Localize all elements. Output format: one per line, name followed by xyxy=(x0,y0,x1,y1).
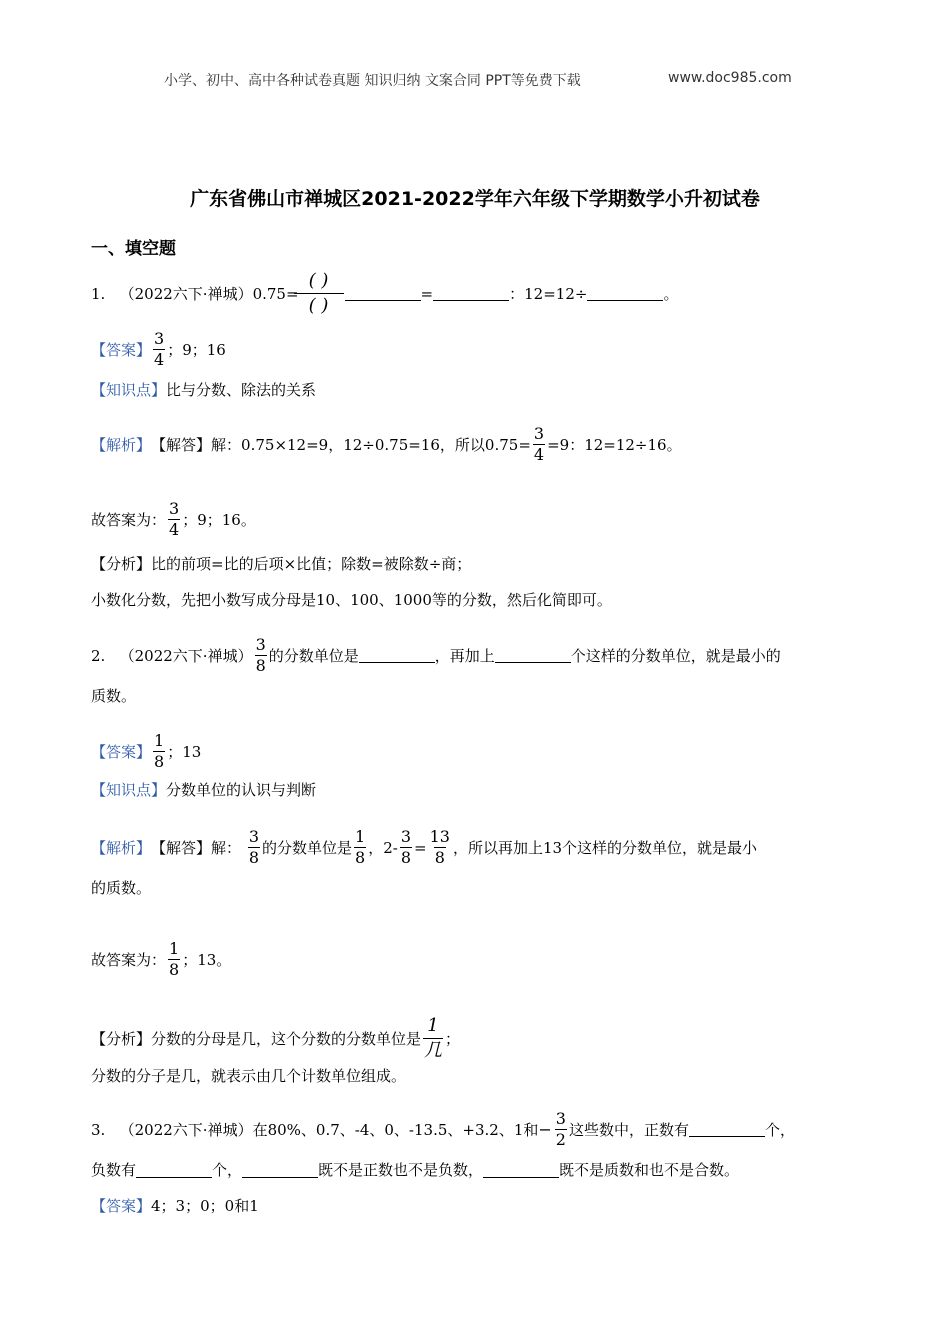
q2-sol-frac-4 xyxy=(429,828,451,867)
question-3 xyxy=(91,1110,795,1149)
q3-blank-1[interactable] xyxy=(689,1122,765,1137)
analysis-label: 【解析】 xyxy=(91,838,152,857)
q2-sol-1: 的分数单位是 xyxy=(262,838,353,857)
q1-answer-rest: ；9；16 xyxy=(167,340,226,359)
q2-sol-4: ，所以再加上13个这样的分数单位，就是最小 xyxy=(452,838,758,857)
frac-num: 3 xyxy=(169,499,180,518)
q1-blank-1[interactable] xyxy=(345,286,421,301)
frac-den: 8 xyxy=(154,752,165,771)
q2-answer xyxy=(91,732,201,771)
answer-label: 【答案】 xyxy=(91,742,152,761)
frac-num: 3 xyxy=(555,1109,566,1128)
q1-method-2: 小数化分数，先把小数写成分母是10、100、1000等的分数，然后化简即可。 xyxy=(91,591,612,609)
q1-eq: = xyxy=(420,284,434,303)
q3-text-5: 个， xyxy=(212,1161,243,1179)
frac-den: 8 xyxy=(255,656,266,675)
frac-num: 13 xyxy=(429,827,450,846)
q1-lead: 0.75= xyxy=(252,284,299,303)
frac-den: 2 xyxy=(555,1130,566,1149)
frac-num: 3 xyxy=(154,329,165,348)
q3-blank-3[interactable] xyxy=(242,1163,318,1178)
q2-method-1: 分数的分母是几，这个分数的分数单位是 xyxy=(151,1029,422,1048)
question-3-line2 xyxy=(91,1160,739,1180)
q2-sol-2: ，2- xyxy=(368,838,398,857)
q3-text-6: 既不是正数也不是负数， xyxy=(318,1161,484,1179)
q3-source: （2022六下·禅城） xyxy=(119,1120,253,1139)
frac-den: 8 xyxy=(169,960,180,979)
q1-sol-fraction xyxy=(533,425,545,464)
solve-label: 【解答】 xyxy=(151,838,212,857)
q2-sol-frac-2 xyxy=(354,828,366,867)
q1-blank-3[interactable] xyxy=(587,286,663,301)
knowledge-label: 【知识点】 xyxy=(91,781,167,799)
q3-text-4: 负数有 xyxy=(91,1161,137,1179)
q3-text-3: 个， xyxy=(764,1120,795,1139)
q2-blank-2[interactable] xyxy=(495,648,571,663)
frac-num: 3 xyxy=(400,827,412,846)
q3-neg: − xyxy=(538,1119,552,1139)
q2-sol-frac-3 xyxy=(400,828,412,867)
frac-den: 8 xyxy=(248,848,260,867)
q2-method xyxy=(91,1015,460,1062)
frac-num: 3 xyxy=(533,424,545,443)
q1-final xyxy=(91,500,256,539)
q3-fraction xyxy=(555,1110,567,1149)
q2-knowledge-text: 分数单位的认识与判断 xyxy=(166,781,317,799)
q3-answer xyxy=(91,1196,259,1216)
q1-sol-a: 0.75×12=9，12÷0.75=16，所以0.75= xyxy=(241,435,531,454)
q1-final-fraction xyxy=(168,500,180,539)
sol-prefix: 解： xyxy=(211,435,242,454)
method-label: 【分析】 xyxy=(91,555,152,573)
q2-sol-frac-1 xyxy=(248,828,260,867)
q3-number: 3. xyxy=(91,1120,106,1139)
analysis-label: 【解析】 xyxy=(91,435,152,454)
header-left: 小学、初中、高中各种试卷真题 知识归纳 文案合同 PPT等免费下载 xyxy=(164,73,581,89)
q2-final-fraction xyxy=(168,940,180,979)
q1-blank-2[interactable] xyxy=(433,286,509,301)
q1-method-line2 xyxy=(91,590,612,610)
question-2-line2 xyxy=(91,686,136,706)
final-label: 故答案为： xyxy=(91,510,167,529)
frac-den: 8 xyxy=(355,848,366,867)
frac-den: 4 xyxy=(169,520,180,539)
q2-text-3: 个这样的分数单位，就是最小的 xyxy=(570,646,781,665)
frac-den: 几 xyxy=(424,1040,443,1061)
knowledge-label: 【知识点】 xyxy=(91,381,167,399)
q3-blank-4[interactable] xyxy=(483,1163,559,1178)
question-1 xyxy=(91,270,678,317)
q2-text-1: 的分数单位是 xyxy=(268,646,359,665)
q1-colon: ：12=12÷ xyxy=(509,284,588,303)
q1-answer xyxy=(91,330,226,369)
section-title: 一、填空题 xyxy=(91,239,176,259)
q2-final-rest: ；13。 xyxy=(182,950,232,969)
frac-num: 1 xyxy=(169,939,180,958)
q1-sol-b: =9：12=12÷16。 xyxy=(547,435,682,454)
q2-method-end: ； xyxy=(445,1029,461,1048)
q2-sol-5: 的质数。 xyxy=(91,879,152,897)
question-2 xyxy=(91,636,781,675)
q2-sol-3: = xyxy=(414,838,427,857)
q2-text-4: 质数。 xyxy=(91,687,137,705)
q1-final-rest: ；9；16。 xyxy=(182,510,256,529)
q2-source: （2022六下·禅城） xyxy=(119,646,253,665)
q2-blank-1[interactable] xyxy=(359,648,435,663)
frac-den: 8 xyxy=(400,848,412,867)
frac-num: 1 xyxy=(427,1015,439,1036)
q2-fraction xyxy=(255,636,267,675)
q3-blank-2[interactable] xyxy=(136,1163,212,1178)
frac-num: 3 xyxy=(255,635,266,654)
frac-den: 8 xyxy=(434,848,445,867)
answer-label: 【答案】 xyxy=(91,1197,152,1215)
q2-analysis xyxy=(91,828,757,867)
answer-label: 【答案】 xyxy=(91,340,152,359)
frac-den: 4 xyxy=(154,350,165,369)
q1-blank-fraction xyxy=(301,270,337,317)
q3-text-2: 这些数中，正数有 xyxy=(568,1120,689,1139)
frac-num: 1 xyxy=(154,731,165,750)
frac-num: 3 xyxy=(248,827,260,846)
q2-answer-rest: ；13 xyxy=(167,742,202,761)
q1-end: 。 xyxy=(663,284,679,303)
q1-knowledge-text: 比与分数、除法的关系 xyxy=(166,381,317,399)
q1-frac-num: ( ) xyxy=(308,270,329,291)
header-url[interactable]: www.doc985.com xyxy=(668,70,792,86)
q2-method-line2 xyxy=(91,1066,406,1086)
q1-method-1: 比的前项=比的后项×比值；除数=被除数÷商； xyxy=(151,555,472,573)
q3-answer-rest: 4；3；0；0和1 xyxy=(151,1197,259,1215)
q2-method-fraction xyxy=(423,1015,443,1062)
solve-label: 【解答】 xyxy=(151,435,212,454)
method-label: 【分析】 xyxy=(91,1029,152,1048)
q2-text-2: ，再加上 xyxy=(434,646,495,665)
page-title: 广东省佛山市禅城区2021-2022学年六年级下学期数学小升初试卷 xyxy=(190,188,760,210)
q1-answer-fraction xyxy=(153,330,165,369)
frac-den: 4 xyxy=(533,445,545,464)
q2-method-2: 分数的分子是几，就表示由几个计数单位组成。 xyxy=(91,1067,407,1085)
sol-prefix: 解： xyxy=(211,838,242,857)
q2-knowledge xyxy=(91,780,316,800)
q2-number: 2. xyxy=(91,646,106,665)
q1-knowledge xyxy=(91,380,316,400)
q1-frac-den: ( ) xyxy=(294,293,344,317)
q2-answer-fraction xyxy=(153,732,165,771)
q1-method xyxy=(91,554,471,574)
q1-number: 1. xyxy=(91,284,106,303)
q1-source: （2022六下·禅城） xyxy=(119,284,253,303)
q3-text-1: 在80%、0.7、-4、0、-13.5、+3.2、1和 xyxy=(252,1120,539,1139)
q1-analysis xyxy=(91,425,682,464)
q2-final xyxy=(91,940,231,979)
final-label: 故答案为： xyxy=(91,950,167,969)
q2-analysis-line2 xyxy=(91,878,151,898)
q3-text-7: 既不是质数和也不是合数。 xyxy=(559,1161,740,1179)
frac-num: 1 xyxy=(355,827,366,846)
